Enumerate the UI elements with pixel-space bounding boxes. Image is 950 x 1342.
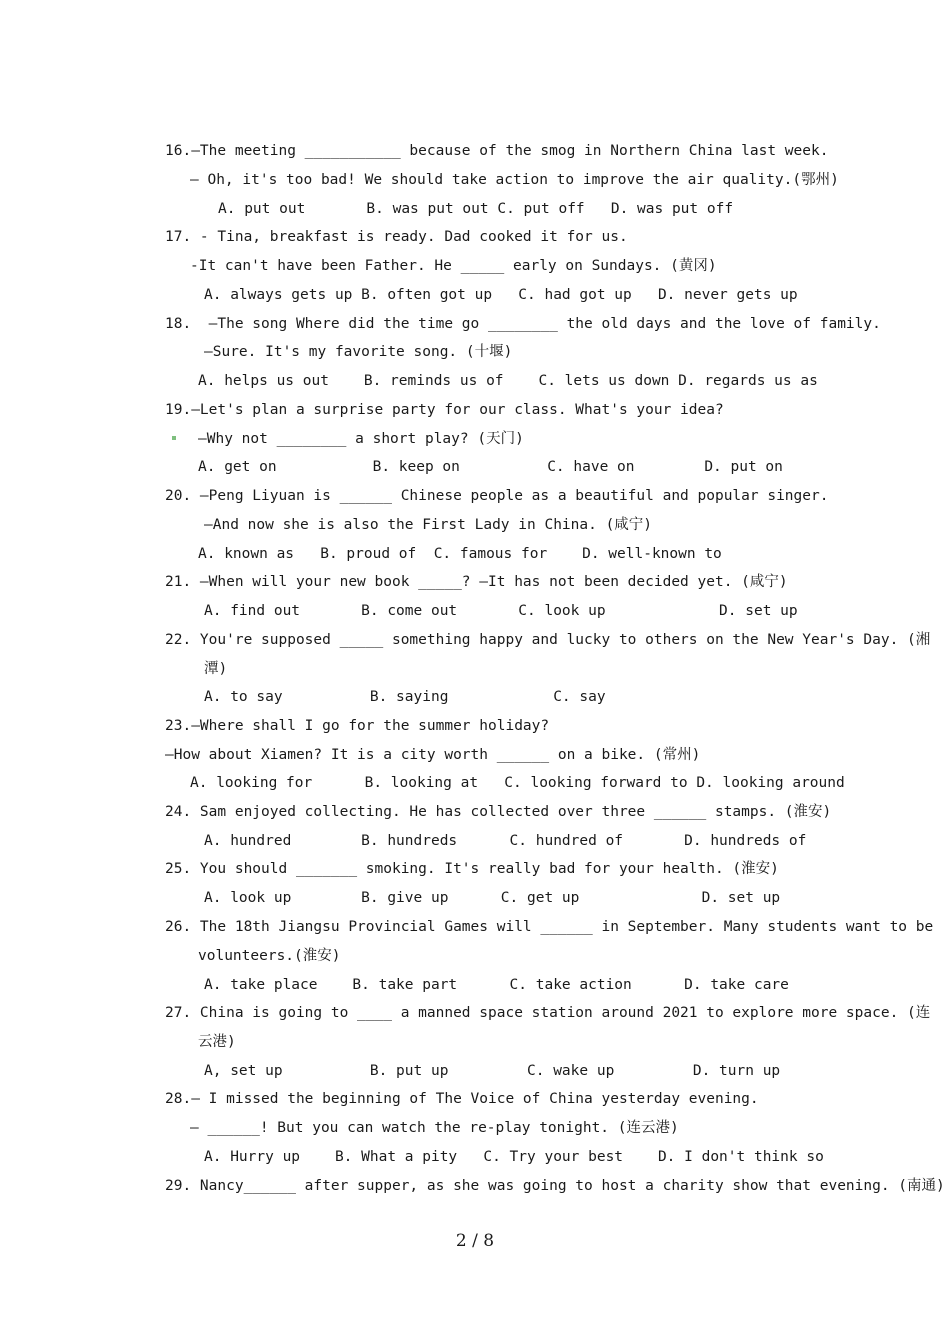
q16-options: A. put out B. was put out C. put off D. was put off bbox=[218, 201, 734, 217]
q28-stem: 28.— I missed the beginning of The Voice of China yesterday evening. bbox=[165, 1091, 759, 1107]
q28-options: A. Hurry up B. What a pity C. Try your best D. I don't think so bbox=[204, 1149, 824, 1165]
q20-stem: 20. —Peng Liyuan is ______ Chinese people as a beautiful and popular singer. bbox=[165, 488, 829, 504]
q16-stem: 16.—The meeting ___________ because of the smog in Northern China last week. bbox=[165, 143, 829, 159]
q22-options: A. to say B. saying C. say bbox=[204, 689, 606, 705]
q28-reply: — ______! But you can watch the re-play tonight. (连云港) bbox=[190, 1120, 679, 1136]
q18-options: A. helps us out B. reminds us of C. lets us down D. regards us as bbox=[198, 373, 818, 389]
q23-reply: —How about Xiamen? It is a city worth ______ on a bike. (常州) bbox=[165, 747, 701, 763]
q17-options: A. always gets up B. often got up C. had got up D. never gets up bbox=[204, 287, 798, 303]
q17-stem: 17. - Tina, breakfast is ready. Dad cooked it for us. bbox=[165, 229, 628, 245]
q26-stem-cont: volunteers.(淮安) bbox=[198, 948, 341, 964]
q27-options: A, set up B. put up C. wake up D. turn up bbox=[204, 1063, 781, 1079]
q18-reply: —Sure. It's my favorite song. (十堰) bbox=[204, 344, 513, 360]
q20-options: A. known as B. proud of C. famous for D. well-known to bbox=[198, 546, 722, 562]
q22-stem-cont: 潭) bbox=[204, 661, 228, 677]
q21-options: A. find out B. come out C. look up D. set up bbox=[204, 603, 798, 619]
q19-stem: 19.—Let's plan a surprise party for our class. What's your idea? bbox=[165, 402, 724, 418]
q25-stem: 25. You should _______ smoking. It's really bad for your health. (淮安) bbox=[165, 861, 779, 877]
q19-reply: —Why not ________ a short play? (天门) bbox=[198, 431, 524, 447]
q20-reply: —And now she is also the First Lady in China. (咸宁) bbox=[204, 517, 653, 533]
q16-reply: — Oh, it's too bad! We should take action to improve the air quality.(鄂州) bbox=[190, 172, 839, 188]
q21-stem: 21. —When will your new book _____? —It has not been decided yet. (咸宁) bbox=[165, 574, 788, 590]
q23-options: A. looking for B. looking at C. looking forward to D. looking around bbox=[190, 775, 845, 791]
q17-reply: -It can't have been Father. He _____ early on Sundays. (黄冈) bbox=[190, 258, 717, 274]
q24-options: A. hundred B. hundreds C. hundred of D. hundreds of bbox=[204, 833, 807, 849]
q24-stem: 24. Sam enjoyed collecting. He has collected over three ______ stamps. (淮安) bbox=[165, 804, 832, 820]
q26-stem: 26. The 18th Jiangsu Provincial Games will ______ in September. Many students want to be bbox=[165, 919, 934, 935]
q29-stem: 29. Nancy______ after supper, as she was going to host a charity show that evening. (南通) bbox=[165, 1178, 945, 1194]
q27-stem-cont: 云港) bbox=[198, 1034, 236, 1050]
q26-options: A. take place B. take part C. take action D. take care bbox=[204, 977, 789, 993]
q22-stem: 22. You're supposed _____ something happy and lucky to others on the New Year's Day. (湘 bbox=[165, 632, 931, 648]
q25-options: A. look up B. give up C. get up D. set up bbox=[204, 890, 781, 906]
q27-stem: 27. China is going to ____ a manned space station around 2021 to explore more space. (连 bbox=[165, 1005, 931, 1021]
q19-options: A. get on B. keep on C. have on D. put on bbox=[198, 459, 783, 475]
bullet-mark bbox=[172, 436, 176, 440]
q23-stem: 23.—Where shall I go for the summer holiday? bbox=[165, 718, 550, 734]
page-number: 2 / 8 bbox=[455, 1231, 495, 1251]
q18-stem: 18. —The song Where did the time go ________ the old days and the love of family. bbox=[165, 316, 881, 332]
